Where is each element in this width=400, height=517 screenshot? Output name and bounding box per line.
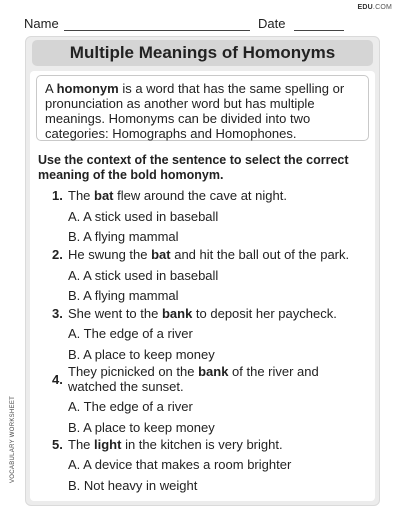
- question-text: [68, 364, 367, 394]
- question-text: [68, 247, 367, 262]
- question-homonym: bat: [94, 188, 114, 203]
- option-5a[interactable]: A. A device that makes a room brighter: [68, 457, 292, 472]
- brand-suffix: .COM: [372, 4, 392, 11]
- option-5b[interactable]: B. Not heavy in weight: [68, 478, 198, 493]
- definition-term: homonym: [56, 81, 119, 96]
- question-text-before: They picnicked on the: [68, 364, 199, 379]
- question-homonym: light: [94, 437, 122, 452]
- name-line[interactable]: [64, 30, 250, 31]
- question-text-before: He swung the: [68, 247, 152, 262]
- question-text-after: to deposit her paycheck.: [192, 306, 337, 321]
- question-homonym: bat: [151, 247, 171, 262]
- question-number: 2.: [52, 247, 63, 262]
- question-text: [68, 437, 367, 452]
- option-4b[interactable]: B. A place to keep money: [68, 420, 215, 435]
- date-label: Date: [258, 16, 286, 31]
- question-text-before: She went to the: [68, 306, 162, 321]
- brand-logo: [358, 4, 392, 11]
- question-number: 3.: [52, 306, 63, 321]
- question-text: [68, 188, 367, 203]
- option-3b[interactable]: B. A place to keep money: [68, 347, 215, 362]
- side-label: [4, 383, 16, 483]
- option-2a[interactable]: A. A stick used in baseball: [68, 268, 219, 283]
- question-number: 5.: [52, 437, 63, 452]
- name-label: Name: [24, 16, 59, 31]
- definition-part2: is a word that has the same spelling or pronunciation as another word but has multiple meanings. Homonyms can be divided into two categories: Homographs and Homophones.: [45, 81, 345, 141]
- option-4a[interactable]: A. The edge of a river: [68, 399, 193, 414]
- question-text-before: The: [68, 188, 95, 203]
- question-number: 4.: [52, 372, 63, 387]
- worksheet-title: Multiple Meanings of Homonyms: [32, 40, 373, 66]
- question-text-after: of the river and watched the sunset.: [68, 364, 319, 394]
- option-1a[interactable]: A. A stick used in baseball: [68, 209, 219, 224]
- option-3a[interactable]: A. The edge of a river: [68, 326, 193, 341]
- question-text-after: flew around the cave at night.: [113, 188, 287, 203]
- instructions: Use the context of the sentence to select the correct meaning of the bold homonym.: [38, 153, 349, 182]
- question-text: [68, 306, 367, 321]
- definition-box: [36, 75, 369, 141]
- header-row: [24, 14, 376, 36]
- definition-part1: A: [45, 81, 57, 96]
- question-text-after: and hit the ball out of the park.: [170, 247, 350, 262]
- option-1b[interactable]: B. A flying mammal: [68, 229, 179, 244]
- question-text-before: The: [68, 437, 95, 452]
- question-homonym: bank: [161, 306, 193, 321]
- brand-main: EDU: [357, 4, 373, 11]
- option-2b[interactable]: B. A flying mammal: [68, 288, 179, 303]
- question-text-after: in the kitchen is very bright.: [121, 437, 283, 452]
- worksheet-content: [30, 71, 375, 501]
- worksheet-panel: [25, 36, 380, 506]
- date-line[interactable]: [294, 30, 344, 31]
- question-number: 1.: [52, 188, 63, 203]
- side-label-text: VOCABULARY WORKSHEET: [10, 395, 16, 483]
- question-homonym: bank: [198, 364, 229, 379]
